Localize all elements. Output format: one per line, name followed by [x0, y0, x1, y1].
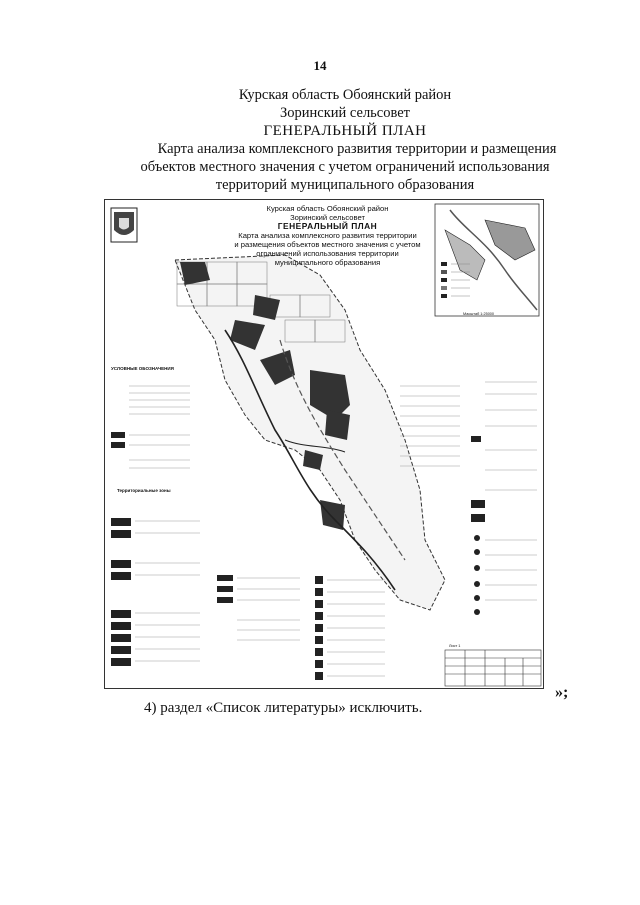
doc-type-title: ГЕНЕРАЛЬНЫЙ ПЛАН — [263, 123, 427, 139]
inset-map — [435, 204, 539, 316]
map-title-block — [225, 204, 430, 267]
legend-middle — [217, 575, 385, 680]
map-drawing — [105, 200, 543, 688]
map-title-line: Карта анализа комплексного развития территории — [238, 231, 417, 240]
map-description: Карта анализа комплексного развития территории и размещения объектов местного значения с учетом ограничений использования территорий муниципального образования — [140, 141, 557, 193]
council-title: Зоринский сельсовет — [279, 105, 411, 121]
map-title-line: Курская область Обоянский район — [266, 204, 389, 213]
closing-quote: »; — [555, 684, 569, 701]
legend-heading: УСЛОВНЫЕ ОБОЗНАЧЕНИЯ — [111, 366, 174, 371]
map-title-line: муниципального образования — [274, 258, 381, 267]
amendment-text: 4) раздел «Список литературы» исключить. — [144, 700, 423, 716]
legend-zones-heading: Территориальные зоны — [117, 488, 171, 493]
sheet-label: Лист 1 — [449, 644, 461, 648]
territory-boundary — [175, 255, 445, 610]
inset-scale-note: Масштаб 1:25000 — [463, 312, 495, 316]
region-title: Курская область Обоянский район — [238, 87, 452, 103]
map-title-line: и размещения объектов местного значения с учетом — [234, 240, 421, 249]
legend-left — [111, 386, 200, 666]
document-header — [110, 86, 580, 194]
page-number: 14 — [313, 58, 327, 73]
coat-of-arms-icon — [111, 208, 137, 242]
map-title-line: ГЕНЕРАЛЬНЫЙ ПЛАН — [277, 221, 378, 231]
general-plan-map — [104, 199, 544, 689]
map-title-line: ограничений использования территории — [256, 249, 399, 258]
map-title-line: Зоринский сельсовет — [290, 213, 365, 222]
title-block-stamp — [445, 650, 541, 686]
